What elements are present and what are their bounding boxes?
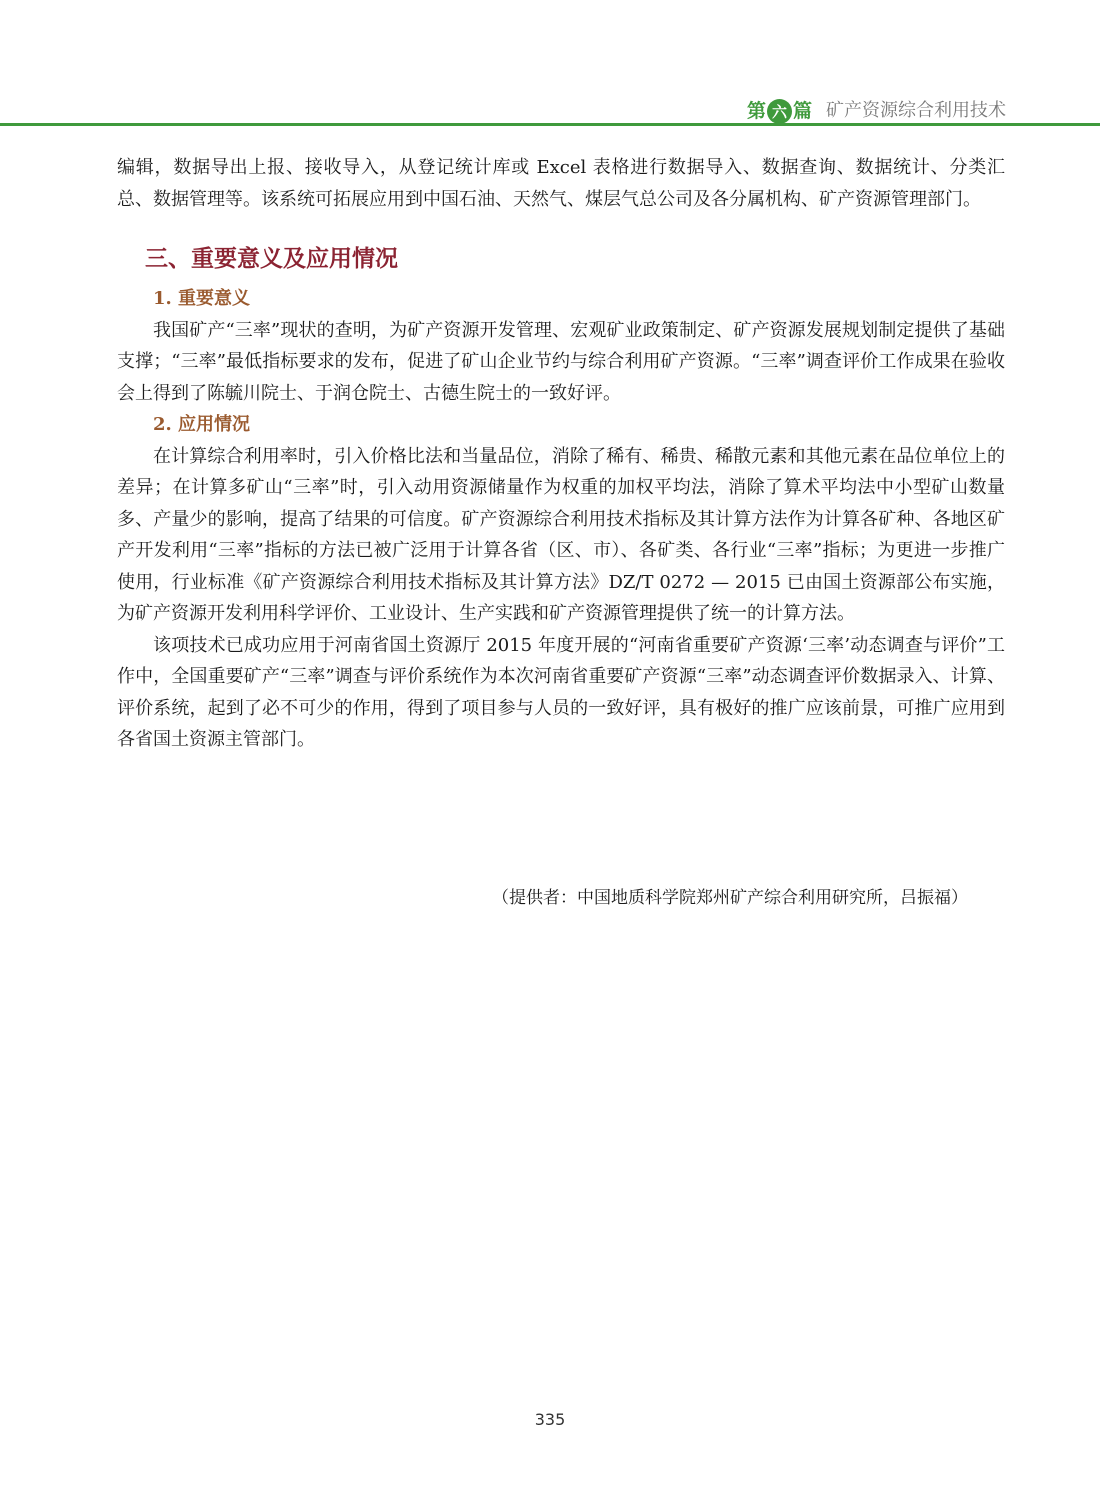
chapter-suffix: 篇 — [792, 100, 812, 122]
intro-paragraph: 编辑，数据导出上报、接收导入，从登记统计库或 Excel 表格进行数据导入、数据查询、数据统计、分类汇总、数据管理等。该系统可拓展应用到中国石油、天然气、煤层气总公司及各分属机构、矿产资源管理部门。 — [117, 157, 1005, 210]
application-paragraph-1: 在计算综合利用率时，引入价格比法和当量品位，消除了稀有、稀贵、稀散元素和其他元素在品位单位上的差异；在计算多矿山“三率”时，引入动用资源储量作为权重的加权平均法，消除了算术平均法中小型矿山数量多、产量少的影响，提高了结果的可信度。矿产资源综合利用技术指标及其计算方法作为计算各矿种、各地区矿产开发利用“三率”指标的方法已被广泛用于计算各省（区、市）、各矿类、各行业“三率”指标；为更进一步推广使用，行业标准《矿产资源综合利用技术指标及其计算方法》DZ/T 0272 — 2015 已由国土资源部公布实施，为矿产资源开发利用科学评价、工业设计、生产实践和矿产资源管理提供了统一的计算方法。 — [117, 445, 1005, 624]
page-number: 335 — [534, 1410, 566, 1429]
subsection-heading-significance: 1. 重要意义 — [153, 288, 251, 309]
section-heading: 三、重要意义及应用情况 — [145, 246, 398, 272]
contributor-credit: （提供者：中国地质科学院郑州矿产综合利用研究所，吕振福） — [492, 888, 968, 908]
significance-paragraph: 我国矿产“三率”现状的查明，为矿产资源开发管理、宏观矿业政策制定、矿产资源发展规划制定提供了基础支撑；“三率”最低指标要求的发布，促进了矿山企业节约与综合利用矿产资源。“三率”调查评价工作成果在验收会上得到了陈毓川院士、于润仓院士、古德生院士的一致好评。 — [117, 319, 1005, 404]
running-header — [0, 0, 1100, 130]
chapter-prefix: 第 — [746, 100, 766, 122]
chapter-title: 矿产资源综合利用技术 — [826, 100, 1006, 121]
chapter-header — [747, 98, 1006, 124]
header-rule — [0, 123, 1100, 126]
application-paragraph-2: 该项技术已成功应用于河南省国土资源厅 2015 年度开展的“河南省重要矿产资源‘三率’动态调查与评价”工作中，全国重要矿产“三率”调查与评价系统作为本次河南省重要矿产资源“三率”动态调查评价数据录入、计算、评价系统，起到了必不可少的作用，得到了项目参与人员的一致好评，具有极好的推广应该前景，可推广应用到各省国土资源主管部门。 — [117, 634, 1005, 750]
page-body — [117, 152, 1005, 756]
subsection-heading-application: 2. 应用情况 — [153, 414, 251, 435]
chapter-number-badge: 六 — [767, 99, 792, 124]
